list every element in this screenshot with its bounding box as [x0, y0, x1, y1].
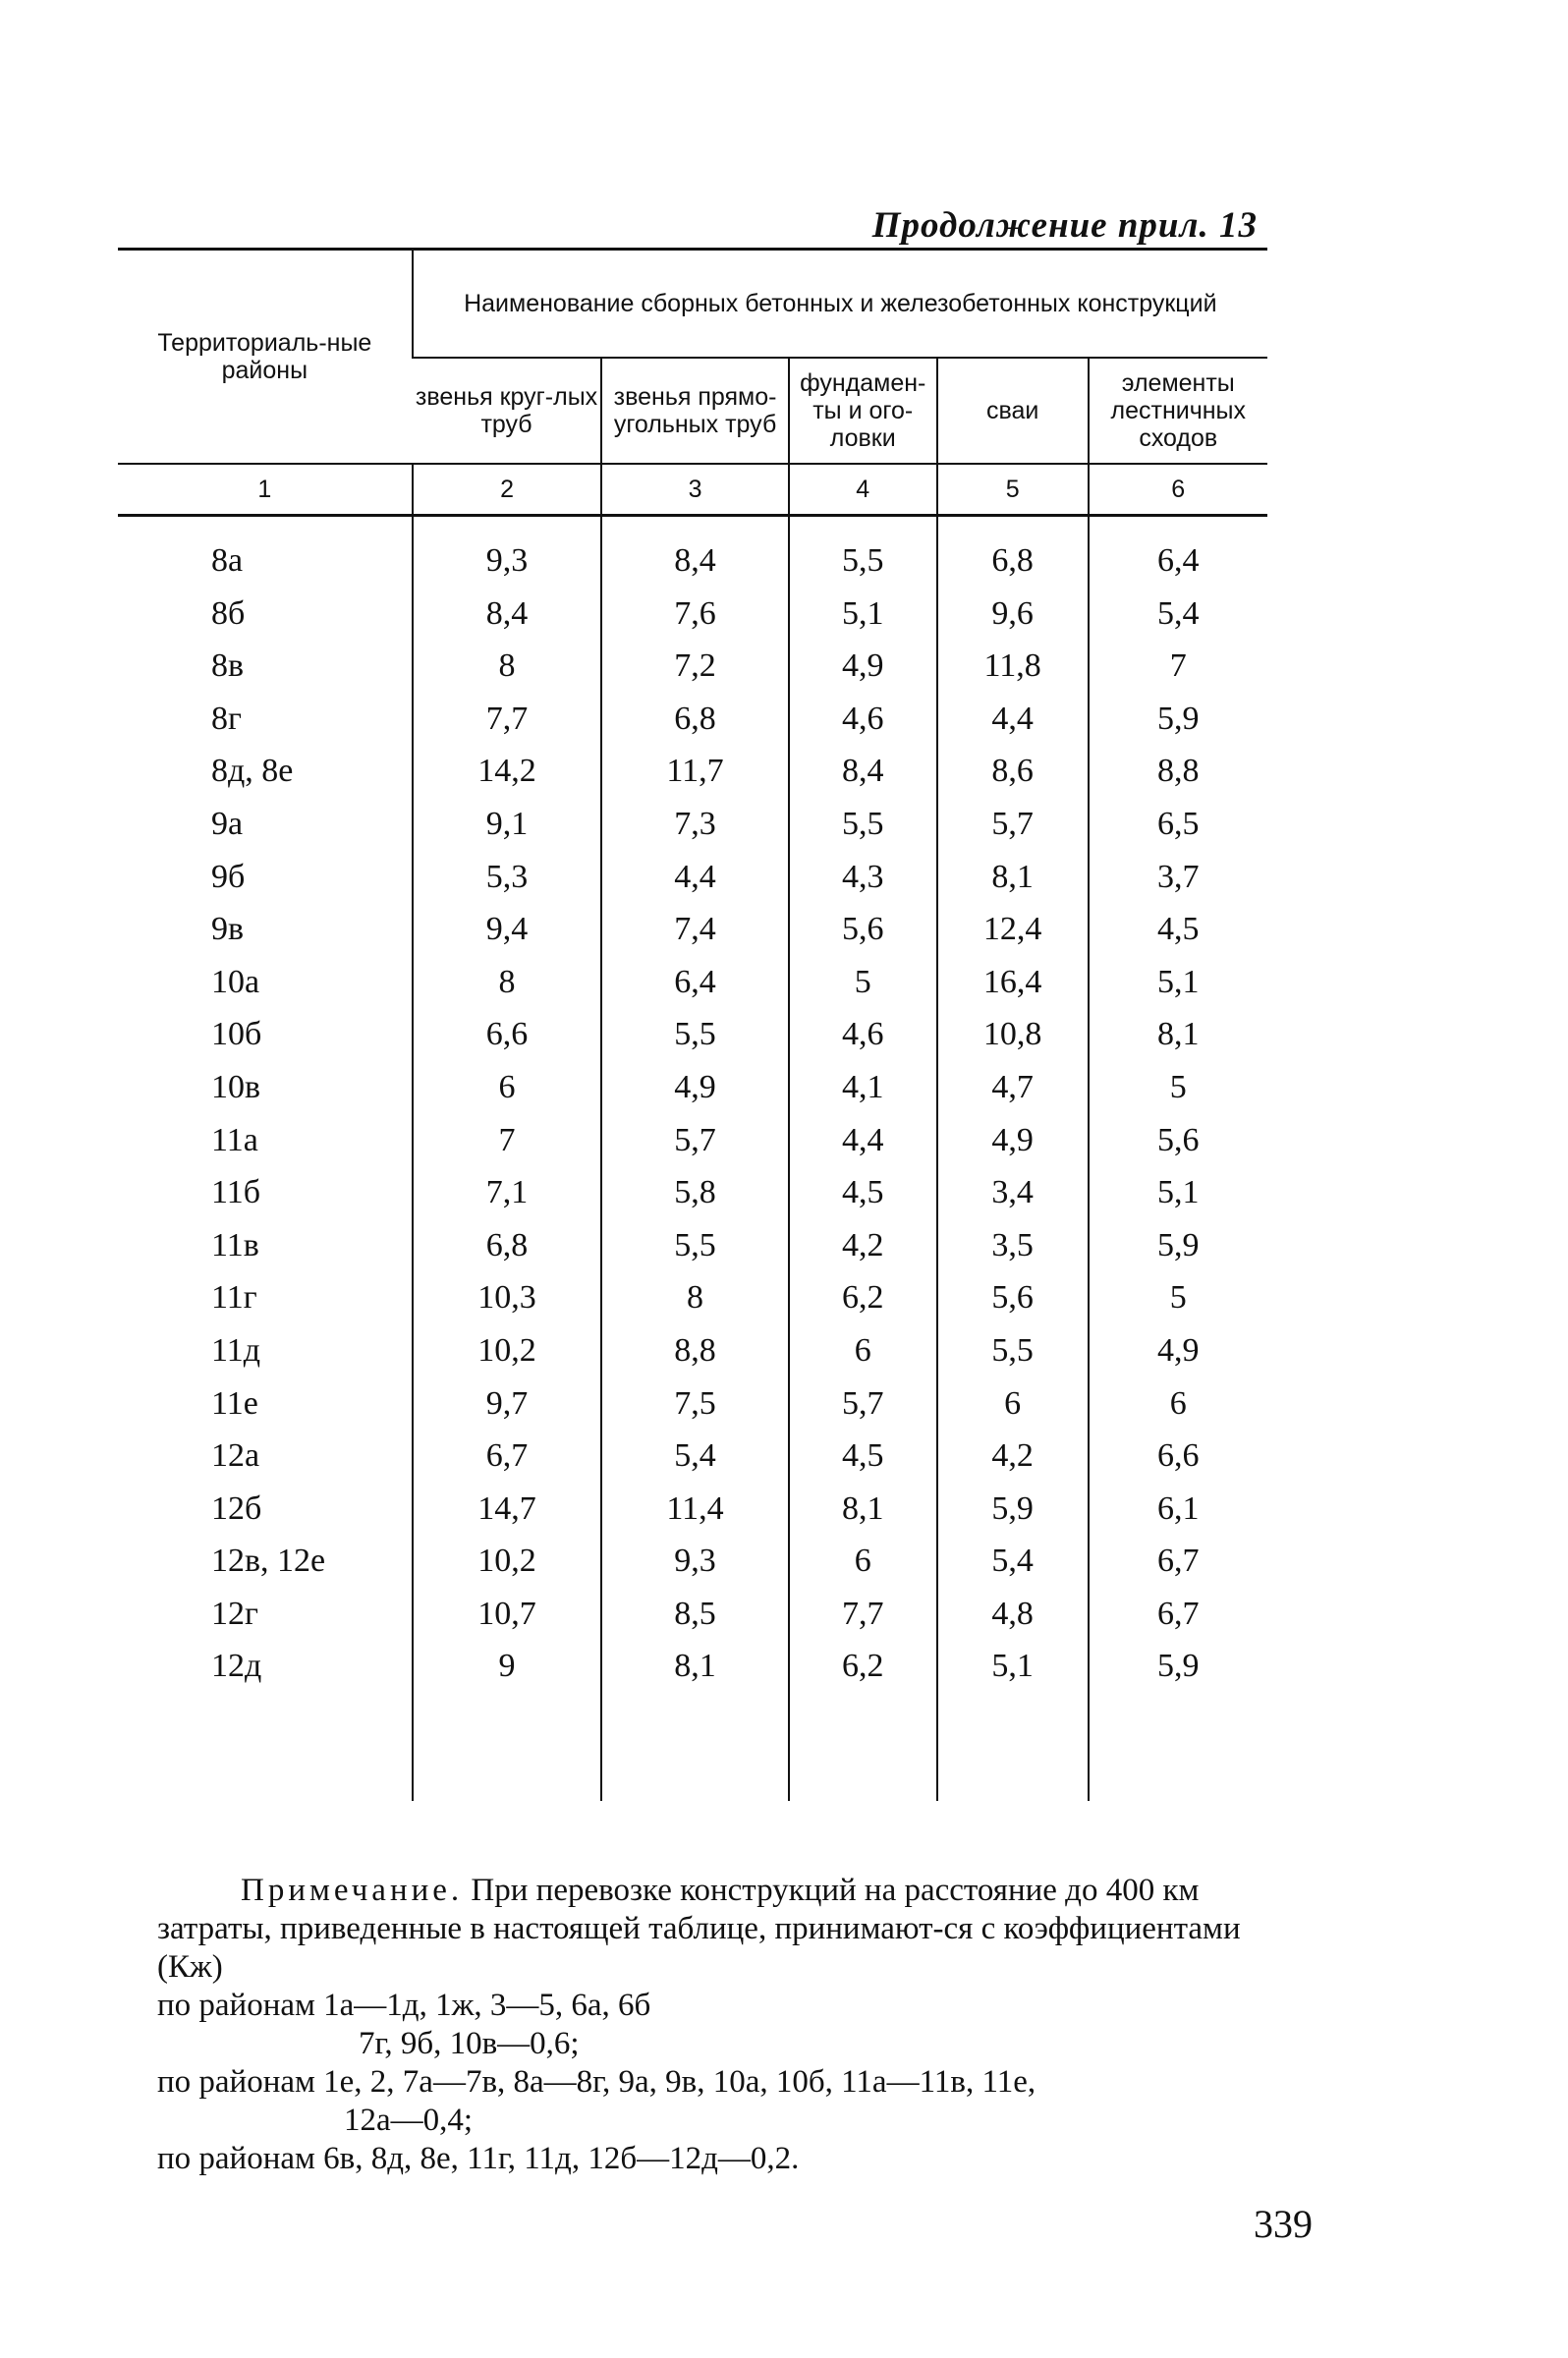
value-cell: 10,2 [413, 1535, 602, 1588]
value-cell: 9,1 [413, 798, 602, 851]
value-cell: 5,1 [1089, 1166, 1267, 1219]
table-row [118, 1219, 1267, 1272]
value-cell: 4,9 [789, 640, 937, 693]
value-cell: 5,1 [789, 588, 937, 641]
value-cell: 4,9 [1089, 1324, 1267, 1377]
column-header: фундамен-ты и ого-ловки [789, 358, 937, 464]
value-cell: 4,5 [789, 1430, 937, 1483]
column-number: 2 [413, 464, 602, 516]
value-cell: 6,7 [1089, 1588, 1267, 1641]
value-cell: 3,7 [1089, 851, 1267, 904]
region-cell: 12а [211, 1437, 260, 1475]
table-row [118, 1588, 1267, 1641]
value-cell: 6,7 [1089, 1535, 1267, 1588]
region-cell: 11е [211, 1384, 258, 1422]
table-row [118, 1640, 1267, 1693]
value-cell: 7,4 [601, 903, 788, 956]
value-cell: 14,2 [413, 745, 602, 798]
note-label: Примечание. [241, 1873, 464, 1908]
value-cell: 8,4 [789, 745, 937, 798]
table-row [118, 1114, 1267, 1167]
note-line-1a: по районам 1а—1д, 1ж, 3—5, 6а, 6б [157, 1988, 651, 2023]
value-cell: 6,8 [413, 1219, 602, 1272]
value-cell: 5,4 [937, 1535, 1089, 1588]
value-cell: 4,9 [601, 1061, 788, 1114]
column-number-row [118, 464, 1267, 516]
note-intro-text: При перевозке конструкций на расстояние до 400 км затраты, приведенные в настоящей таблице, принимают-ся с коэффициентами (Кж) [157, 1873, 1241, 1985]
value-cell: 5,4 [1089, 588, 1267, 641]
region-cell: 8б [211, 594, 246, 632]
table-row [118, 516, 1267, 588]
value-cell: 5,9 [1089, 693, 1267, 746]
table-row [118, 1377, 1267, 1431]
value-cell: 6,8 [601, 693, 788, 746]
table-row [118, 1483, 1267, 1536]
value-cell: 16,4 [937, 956, 1089, 1009]
value-cell: 12,4 [937, 903, 1089, 956]
value-cell: 4,7 [937, 1061, 1089, 1114]
value-cell: 6 [1089, 1377, 1267, 1431]
table-row [118, 851, 1267, 904]
value-cell: 11,4 [601, 1483, 788, 1536]
value-cell: 4,3 [789, 851, 937, 904]
value-cell: 5,7 [601, 1114, 788, 1167]
column-number: 3 [601, 464, 788, 516]
value-cell: 5,3 [413, 851, 602, 904]
value-cell: 5,6 [1089, 1114, 1267, 1167]
data-table [118, 248, 1267, 1801]
value-cell: 9 [413, 1640, 602, 1693]
value-cell: 11,7 [601, 745, 788, 798]
note-line-1b: 7г, 9б, 10в—0,6; [359, 2026, 580, 2061]
table-row [118, 798, 1267, 851]
value-cell: 7,3 [601, 798, 788, 851]
value-cell: 10,7 [413, 1588, 602, 1641]
value-cell: 4,6 [789, 693, 937, 746]
value-cell: 8 [601, 1271, 788, 1324]
value-cell: 4,4 [601, 851, 788, 904]
value-cell: 6,4 [601, 956, 788, 1009]
value-cell: 10,3 [413, 1271, 602, 1324]
value-cell: 10,2 [413, 1324, 602, 1377]
value-cell: 5,7 [789, 1377, 937, 1431]
value-cell: 6 [789, 1324, 937, 1377]
table-row [118, 693, 1267, 746]
value-cell: 5,7 [937, 798, 1089, 851]
value-cell: 8,1 [937, 851, 1089, 904]
note-line-2b: 12а—0,4; [344, 2103, 474, 2138]
region-cell: 11в [211, 1226, 259, 1263]
value-cell: 9,7 [413, 1377, 602, 1431]
value-cell: 8,5 [601, 1588, 788, 1641]
value-cell: 5,1 [937, 1640, 1089, 1693]
region-cell: 8г [211, 700, 242, 737]
table-row [118, 1166, 1267, 1219]
note-intro [157, 1872, 1307, 1987]
table-tail-spacer [118, 1693, 1267, 1801]
column-number: 1 [118, 464, 413, 516]
empty-cell [937, 1693, 1089, 1801]
value-cell: 7 [413, 1114, 602, 1167]
table-row [118, 640, 1267, 693]
table-row [118, 745, 1267, 798]
value-cell: 5,6 [937, 1271, 1089, 1324]
value-cell: 6 [937, 1377, 1089, 1431]
region-cell: 9в [211, 911, 245, 948]
note-line-2a: по районам 1е, 2, 7а—7в, 8а—8г, 9а, 9в, 10а, 10б, 11а—11в, 11е, [157, 2064, 1036, 2100]
empty-cell [413, 1693, 602, 1801]
value-cell: 9,4 [413, 903, 602, 956]
value-cell: 7 [1089, 640, 1267, 693]
region-cell: 9б [211, 858, 246, 895]
value-cell: 14,7 [413, 1483, 602, 1536]
table-row [118, 1271, 1267, 1324]
value-cell: 7,7 [789, 1588, 937, 1641]
value-cell: 9,3 [601, 1535, 788, 1588]
value-cell: 4,2 [789, 1219, 937, 1272]
region-cell: 11б [211, 1174, 261, 1211]
territory-header: Территориаль-ные районы [118, 250, 413, 465]
value-cell: 5,5 [937, 1324, 1089, 1377]
value-cell: 8,1 [1089, 1008, 1267, 1061]
value-cell: 7,7 [413, 693, 602, 746]
value-cell: 5,9 [1089, 1219, 1267, 1272]
value-cell: 5 [1089, 1271, 1267, 1324]
value-cell: 6 [413, 1061, 602, 1114]
value-cell: 5,5 [601, 1219, 788, 1272]
region-cell: 12в, 12е [211, 1543, 326, 1580]
table-row [118, 1430, 1267, 1483]
value-cell: 7,6 [601, 588, 788, 641]
value-cell: 8 [413, 640, 602, 693]
value-cell: 4,2 [937, 1430, 1089, 1483]
value-cell: 6 [789, 1535, 937, 1588]
value-cell: 6,8 [937, 516, 1089, 588]
value-cell: 6,7 [413, 1430, 602, 1483]
column-header: звенья прямо-угольных труб [601, 358, 788, 464]
region-cell: 10в [211, 1068, 261, 1105]
value-cell: 5,5 [789, 516, 937, 588]
value-cell: 8,1 [789, 1483, 937, 1536]
value-cell: 5 [789, 956, 937, 1009]
empty-cell [789, 1693, 937, 1801]
value-cell: 4,9 [937, 1114, 1089, 1167]
value-cell: 8,8 [1089, 745, 1267, 798]
region-cell: 10б [211, 1016, 262, 1053]
value-cell: 7,1 [413, 1166, 602, 1219]
value-cell: 5,4 [601, 1430, 788, 1483]
empty-cell [601, 1693, 788, 1801]
region-cell: 11д [211, 1331, 261, 1369]
table-row [118, 1535, 1267, 1588]
value-cell: 8,4 [413, 588, 602, 641]
value-cell: 3,5 [937, 1219, 1089, 1272]
value-cell: 11,8 [937, 640, 1089, 693]
column-number: 4 [789, 464, 937, 516]
table-row [118, 1008, 1267, 1061]
table-row [118, 956, 1267, 1009]
table-row [118, 1324, 1267, 1377]
region-cell: 8а [211, 542, 244, 579]
table-row [118, 1061, 1267, 1114]
value-cell: 9,3 [413, 516, 602, 588]
column-header: элементы лестничных сходов [1089, 358, 1267, 464]
value-cell: 5,1 [1089, 956, 1267, 1009]
note-line-3: по районам 6в, 8д, 8е, 11г, 11д, 12б—12д—0,2. [157, 2141, 800, 2176]
region-cell: 8в [211, 647, 245, 685]
region-cell: 12д [211, 1648, 262, 1685]
value-cell: 10,8 [937, 1008, 1089, 1061]
value-cell: 5,9 [937, 1483, 1089, 1536]
page-number: 339 [1254, 2202, 1313, 2246]
value-cell: 6,1 [1089, 1483, 1267, 1536]
note [157, 1872, 1307, 2178]
empty-cell [1089, 1693, 1267, 1801]
value-cell: 4,1 [789, 1061, 937, 1114]
value-cell: 8,8 [601, 1324, 788, 1377]
value-cell: 4,5 [1089, 903, 1267, 956]
value-cell: 6,2 [789, 1271, 937, 1324]
value-cell: 8 [413, 956, 602, 1009]
region-cell: 8д, 8е [211, 753, 294, 790]
column-header: сваи [937, 358, 1089, 464]
value-cell: 6,4 [1089, 516, 1267, 588]
value-cell: 5 [1089, 1061, 1267, 1114]
value-cell: 6,6 [413, 1008, 602, 1061]
value-cell: 4,6 [789, 1008, 937, 1061]
value-cell: 3,4 [937, 1166, 1089, 1219]
value-cell: 8,1 [601, 1640, 788, 1693]
value-cell: 5,8 [601, 1166, 788, 1219]
value-cell: 7,5 [601, 1377, 788, 1431]
region-cell: 12г [211, 1595, 258, 1632]
region-cell: 11г [211, 1279, 257, 1317]
value-cell: 5,6 [789, 903, 937, 956]
value-cell: 4,8 [937, 1588, 1089, 1641]
empty-cell [118, 1693, 413, 1801]
value-cell: 8,6 [937, 745, 1089, 798]
value-cell: 4,4 [937, 693, 1089, 746]
table-row [118, 903, 1267, 956]
value-cell: 5,9 [1089, 1640, 1267, 1693]
value-cell: 5,5 [601, 1008, 788, 1061]
table-row [118, 588, 1267, 641]
value-cell: 7,2 [601, 640, 788, 693]
value-cell: 9,6 [937, 588, 1089, 641]
value-cell: 6,2 [789, 1640, 937, 1693]
value-cell: 6,6 [1089, 1430, 1267, 1483]
value-cell: 6,5 [1089, 798, 1267, 851]
region-cell: 11а [211, 1121, 258, 1158]
column-header: звенья круг-лых труб [415, 383, 598, 438]
table-body [118, 516, 1267, 1802]
continuation-caption: Продолжение прил. 13 [871, 205, 1258, 246]
value-cell: 5,5 [789, 798, 937, 851]
value-cell: 8,4 [601, 516, 788, 588]
column-number: 6 [1089, 464, 1267, 516]
region-cell: 10а [211, 963, 260, 1000]
value-cell: 4,5 [789, 1166, 937, 1219]
value-cell: 4,4 [789, 1114, 937, 1167]
region-cell: 9а [211, 805, 244, 842]
region-cell: 12б [211, 1489, 262, 1527]
group-header: Наименование сборных бетонных и железобетонных конструкций [413, 250, 1267, 359]
column-number: 5 [937, 464, 1089, 516]
